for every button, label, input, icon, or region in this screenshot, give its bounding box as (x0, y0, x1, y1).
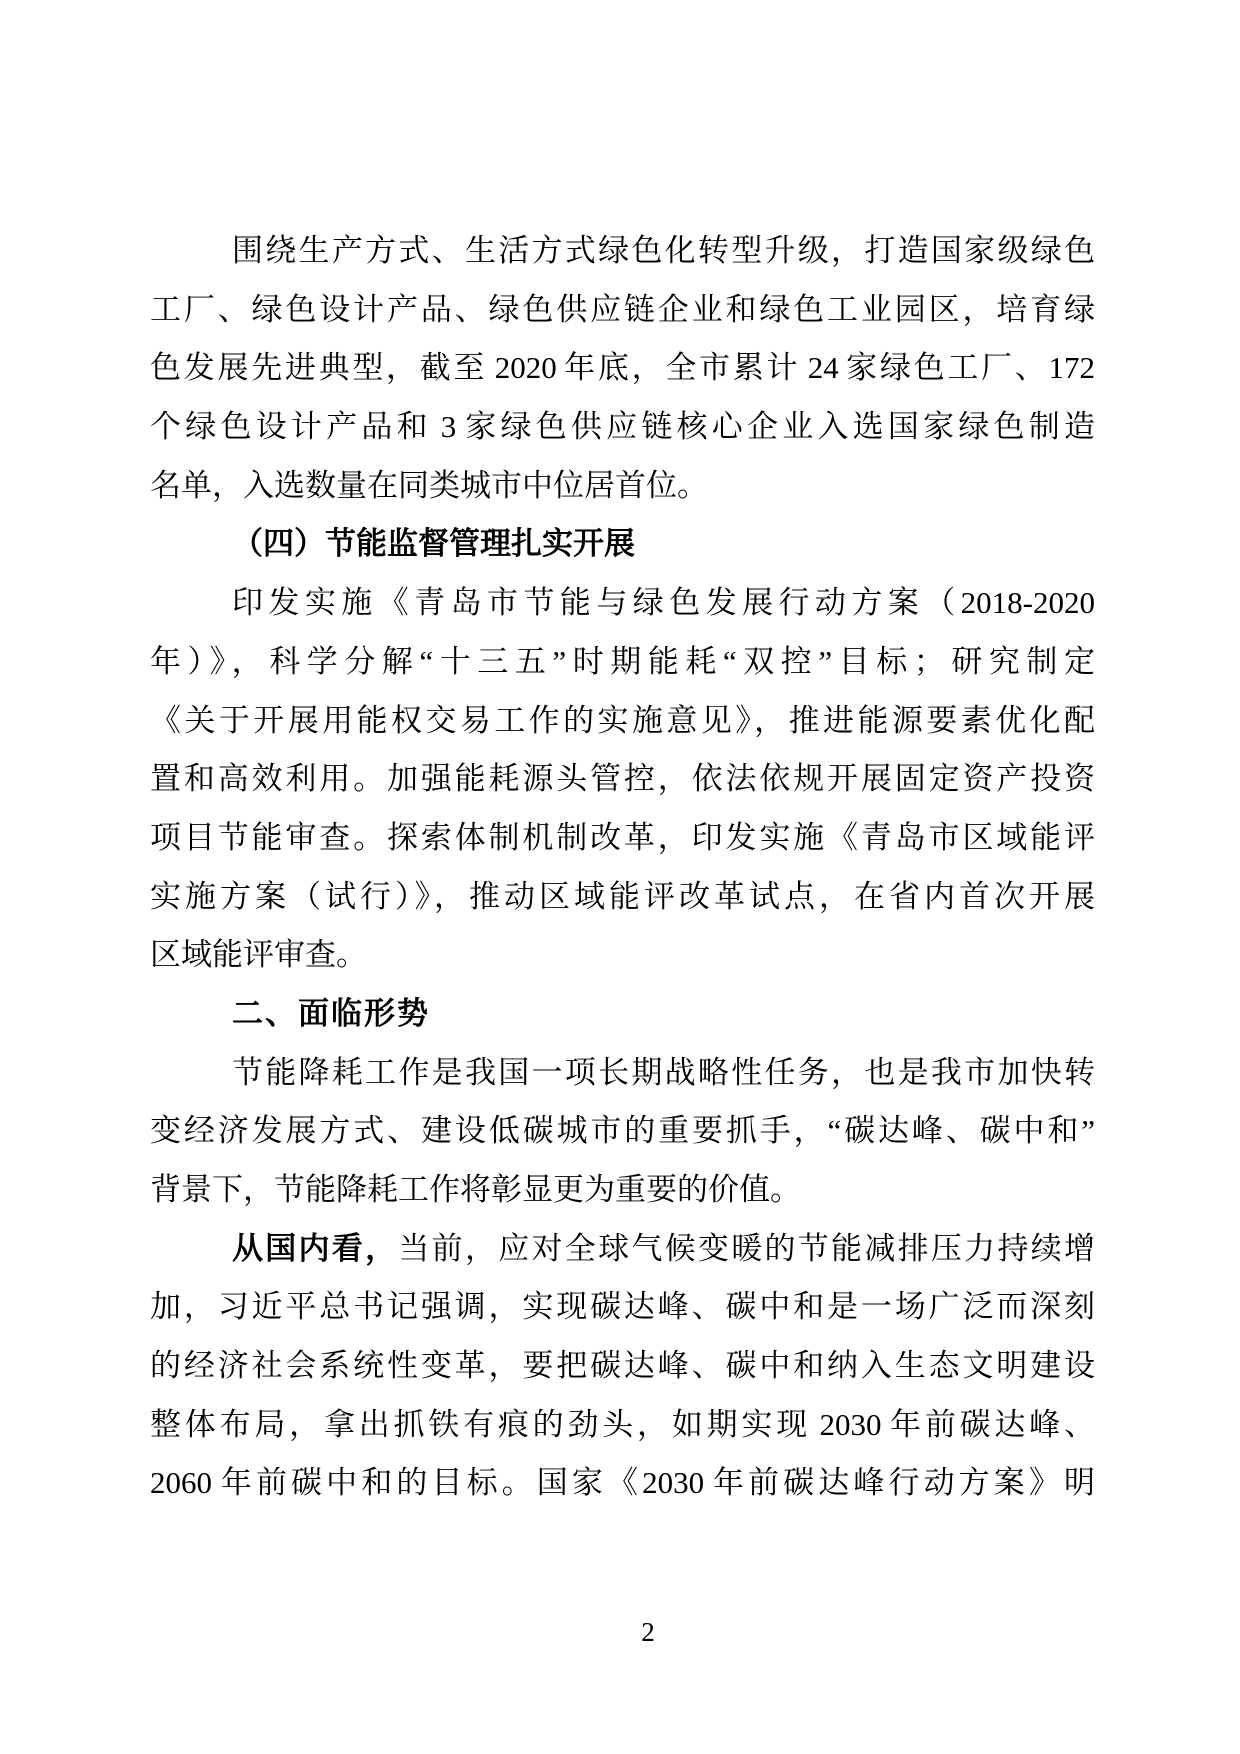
paragraph-line: 的经济社会系统性变革，要把碳达峰、碳中和纳入生态文明建设 (150, 1348, 1095, 1384)
document-body (150, 222, 1095, 1513)
paragraph-line: 名单，入选数量在同类城市中位居首位。 (150, 467, 708, 503)
paragraph-line: 个绿色设计产品和 3 家绿色供应链核心企业入选国家绿色制造 (150, 409, 1095, 445)
paragraph-line: 区域能评审查。 (150, 937, 367, 973)
page-number: 2 (641, 1617, 655, 1647)
paragraph-text: 当前，应对全球气候变暖的节能减排压力持续增 (398, 1230, 1096, 1266)
paragraph-line: 整体布局，拿出抓铁有痕的劲头，如期实现 2030 年前碳达峰、 (150, 1406, 1095, 1442)
paragraph-line: 项目节能审查。探索体制机制改革，印发实施《青岛市区域能评 (150, 819, 1095, 855)
bold-lead-in: 从国内看， (232, 1230, 399, 1266)
paragraph-line: 色发展先进典型，截至 2020 年底，全市累计 24 家绿色工厂、172 (150, 350, 1095, 386)
section-heading: 二、面临形势 (232, 995, 430, 1031)
paragraph-line: 2060 年前碳中和的目标。国家《2030 年前碳达峰行动方案》明 (150, 1465, 1095, 1501)
paragraph-line: 节能降耗工作是我国一项长期战略性任务，也是我市加快转 (232, 1054, 1095, 1090)
paragraph-line (150, 1220, 1095, 1279)
paragraph-line: 围绕生产方式、生活方式绿色化转型升级，打造国家级绿色 (232, 233, 1095, 268)
paragraph-line: 《关于开展用能权交易工作的实施意见》，推进能源要素优化配 (150, 702, 1095, 738)
paragraph-line: 年）》，科学分解“十三五”时期能耗“双控”目标；研究制定 (150, 643, 1095, 679)
paragraph-line: 实施方案（试行）》，推动区域能评改革试点，在省内首次开展 (150, 878, 1095, 914)
paragraph-line: 加，习近平总书记强调，实现碳达峰、碳中和是一场广泛而深刻 (150, 1289, 1095, 1325)
paragraph-line: 置和高效利用。加强能耗源头管控，依法依规开展固定资产投资 (150, 761, 1095, 797)
paragraph-line: 变经济发展方式、建设低碳城市的重要抓手，“碳达峰、碳中和” (150, 1113, 1095, 1149)
subsection-heading: （四）节能监督管理扎实开展 (232, 526, 635, 562)
paragraph-line: 工厂、绿色设计产品、绿色供应链企业和绿色工业园区，培育绿 (150, 291, 1095, 327)
paragraph-line: 背景下，节能降耗工作将彰显更为重要的价值。 (150, 1172, 801, 1207)
paragraph-line: 印发实施《青岛市节能与绿色发展行动方案（2018-2020 (232, 585, 1095, 621)
